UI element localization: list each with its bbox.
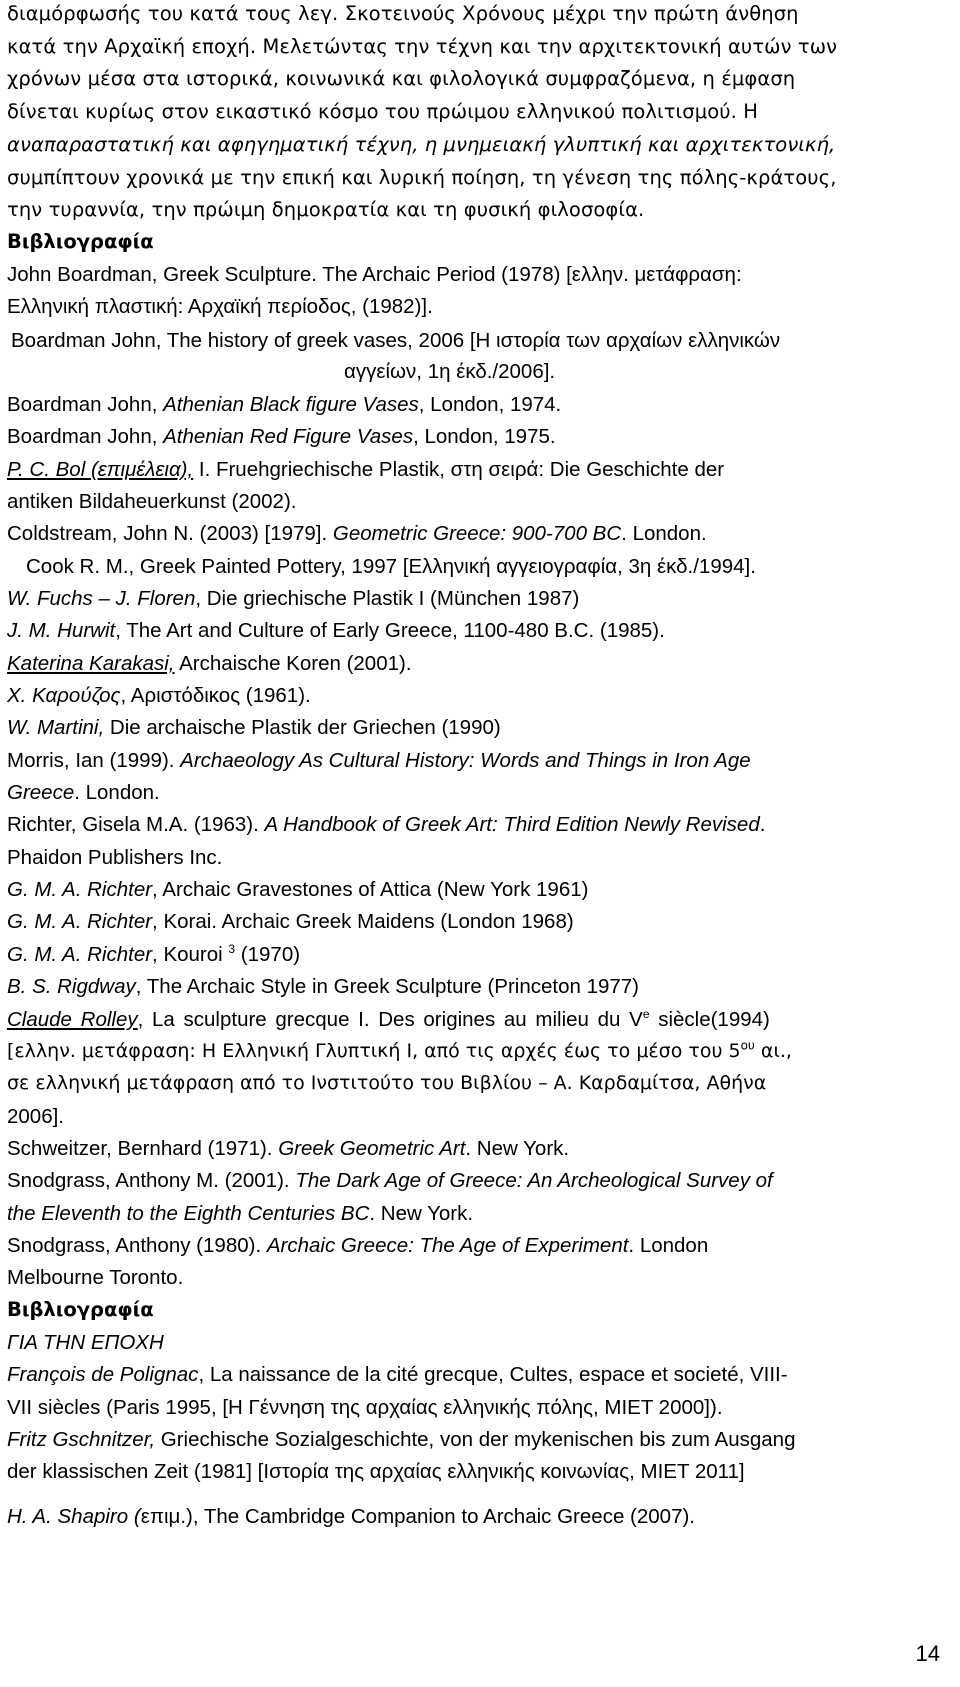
intro-line: δίνεται κυρίως στον εικαστικό κόσμο του πρώιμου ελληνικού πολιτισμού. Η: [7, 100, 758, 124]
bib-entry: H. A. Shapiro (επιμ.), The Cambridge Companion to Archaic Greece (2007).: [7, 1505, 695, 1528]
bib-entry: G. M. A. Richter, Korai. Archaic Greek Maidens (London 1968): [7, 910, 574, 933]
intro-line: διαμόρφωσής του κατά τους λεγ. Σκοτεινούς Χρόνους μέχρι την πρώτη άνθηση: [7, 2, 799, 25]
bib-entry-cont: Greece. London.: [7, 781, 160, 804]
bib-entry: Katerina Karakasi, Archaische Koren (2001).: [7, 652, 412, 675]
bib-entry: Richter, Gisela M.A. (1963). A Handbook of Greek Art: Third Edition Newly Revised.: [7, 813, 766, 836]
bib-entry: P. C. Bol (επιμέλεια), I. Fruehgriechische Plastik, στη σειρά: Die Geschichte der: [7, 458, 725, 481]
intro-line: αναπαραστατική και αφηγηματική τέχνη, η μνημειακή γλυπτική και αρχιτεκτονική,: [7, 132, 836, 156]
bib-entry: B. S. Rigdway, The Archaic Style in Greek Sculpture (Princeton 1977): [7, 975, 640, 998]
bib-entry: Boardman John, Athenian Black figure Vases, London, 1974.: [7, 393, 562, 416]
bib-entry: Morris, Ian (1999). Archaeology As Cultural History: Words and Things in Iron Age: [7, 749, 751, 772]
bib-entry-cont: Phaidon Publishers Inc.: [7, 846, 223, 869]
bib-entry: Fritz Gschnitzer, Griechische Sozialgeschichte, von der mykenischen bis zum Ausgang: [7, 1428, 796, 1451]
bib-entry-cont: σε ελληνική μετάφραση από το Ινστιτούτο του Βιβλίου – Α. Καρδαμίτσα, Αθήνα: [7, 1072, 767, 1094]
bib-entry: Coldstream, John N. (2003) [1979]. Geometric Greece: 900-700 BC. London.: [7, 522, 707, 545]
bib-entry: Χ. Καρούζος, Αριστόδικος (1961).: [7, 684, 311, 707]
bib-entry-cont: antiken Bildaheuerkunst (2002).: [7, 490, 297, 513]
bib-entry: W. Fuchs – J. Floren, Die griechische Plastik I (München 1987): [7, 587, 580, 610]
bib-entry: J. M. Hurwit, The Art and Culture of Early Greece, 1100-480 B.C. (1985).: [7, 619, 665, 642]
intro-line: την τυραννία, την πρώιμη δημοκρατία και τη φυσική φιλοσοφία.: [7, 198, 645, 222]
bib-entry-cont: 2006].: [7, 1105, 64, 1128]
bib-entry-cont: Ελληνική πλαστική: Αρχαϊκή περίοδος, (1982)].: [7, 295, 433, 318]
bib-entry: G. M. A. Richter, Kouroi $^3$ (1970): [7, 942, 301, 966]
bib-entry-cont: αγγείων, 1η έκδ./2006].: [344, 360, 556, 383]
bib-entry: Snodgrass, Anthony (1980). Archaic Greece: The Age of Experiment. London: [7, 1234, 709, 1257]
bib-entry-cont: the Eleventh to the Eighth Centuries BC. New York.: [7, 1202, 474, 1225]
bib-entry: Cook R. M., Greek Painted Pottery, 1997 [Ελληνική αγγειογραφία, 3η έκδ./1994].: [26, 555, 756, 578]
bibliography-heading-2: Βιβλιογραφία: [7, 1298, 154, 1321]
bib-entry-cont: der klassischen Zeit (1981] [Ιστορία της αρχαίας ελληνικής κοινωνίας, ΜΙΕΤ 2011]: [7, 1460, 745, 1483]
page-number: 14: [915, 1641, 940, 1666]
intro-line: χρόνων μέσα στα ιστορικά, κοινωνικά και φιλολογικά συμφραζόμενα, η έμφαση: [7, 67, 796, 91]
bib-entry-cont: [ελλην. μετάφραση: Η Ελληνική Γλυπτική Ι, από τις αρχές έως το μέσο του $5^{o\upsilon}$ αι.,: [7, 1038, 792, 1062]
bib-subheading: ΓΙΑ ΤΗΝ ΕΠΟΧΗ: [7, 1331, 164, 1354]
intro-paragraph: [7, 0, 957, 227]
intro-line: κατά την Αρχαϊκή εποχή. Μελετώντας την τέχνη και την αρχιτεκτονική αυτών των: [7, 34, 838, 58]
intro-line: συμπίπτουν χρονικά με την επική και λυρική ποίηση, τη γένεση της πόλης-κράτους,: [7, 165, 837, 189]
bib-entry: W. Martini, Die archaische Plastik der Griechen (1990): [7, 716, 501, 739]
bib-entry-cont: Melbourne Toronto.: [7, 1266, 184, 1289]
bib-entry: Schweitzer, Bernhard (1971). Greek Geometric Art. New York.: [7, 1137, 570, 1160]
bib-entry: François de Polignac, La naissance de la cité grecque, Cultes, espace et societé, VIII-: [7, 1363, 788, 1386]
bibliography-heading: Βιβλιογραφία: [7, 230, 154, 253]
bib-entry: Boardman John, Athenian Red Figure Vases, London, 1975.: [7, 425, 556, 448]
bib-entry: Claude Rolley, La sculpture grecque I. Des origines au milieu du Ve siècle(1994): [7, 1007, 770, 1031]
bib-entry-cont: VII siècles (Paris 1995, [Η Γέννηση της αρχαίας ελληνικής πόλης, ΜΙΕΤ 2000]).: [7, 1396, 723, 1419]
bib-entry: Boardman John, The history of greek vases, 2006 [Η ιστορία των αρχαίων ελληνικών: [11, 329, 781, 352]
bib-entry: John Boardman, Greek Sculpture. The Archaic Period (1978) [ελλην. μετάφραση:: [7, 263, 742, 286]
bib-entry: Snodgrass, Anthony M. (2001). The Dark Age of Greece: An Archeological Survey of: [7, 1169, 773, 1192]
bib-entry: G. M. A. Richter, Archaic Gravestones of Attica (New York 1961): [7, 878, 589, 901]
